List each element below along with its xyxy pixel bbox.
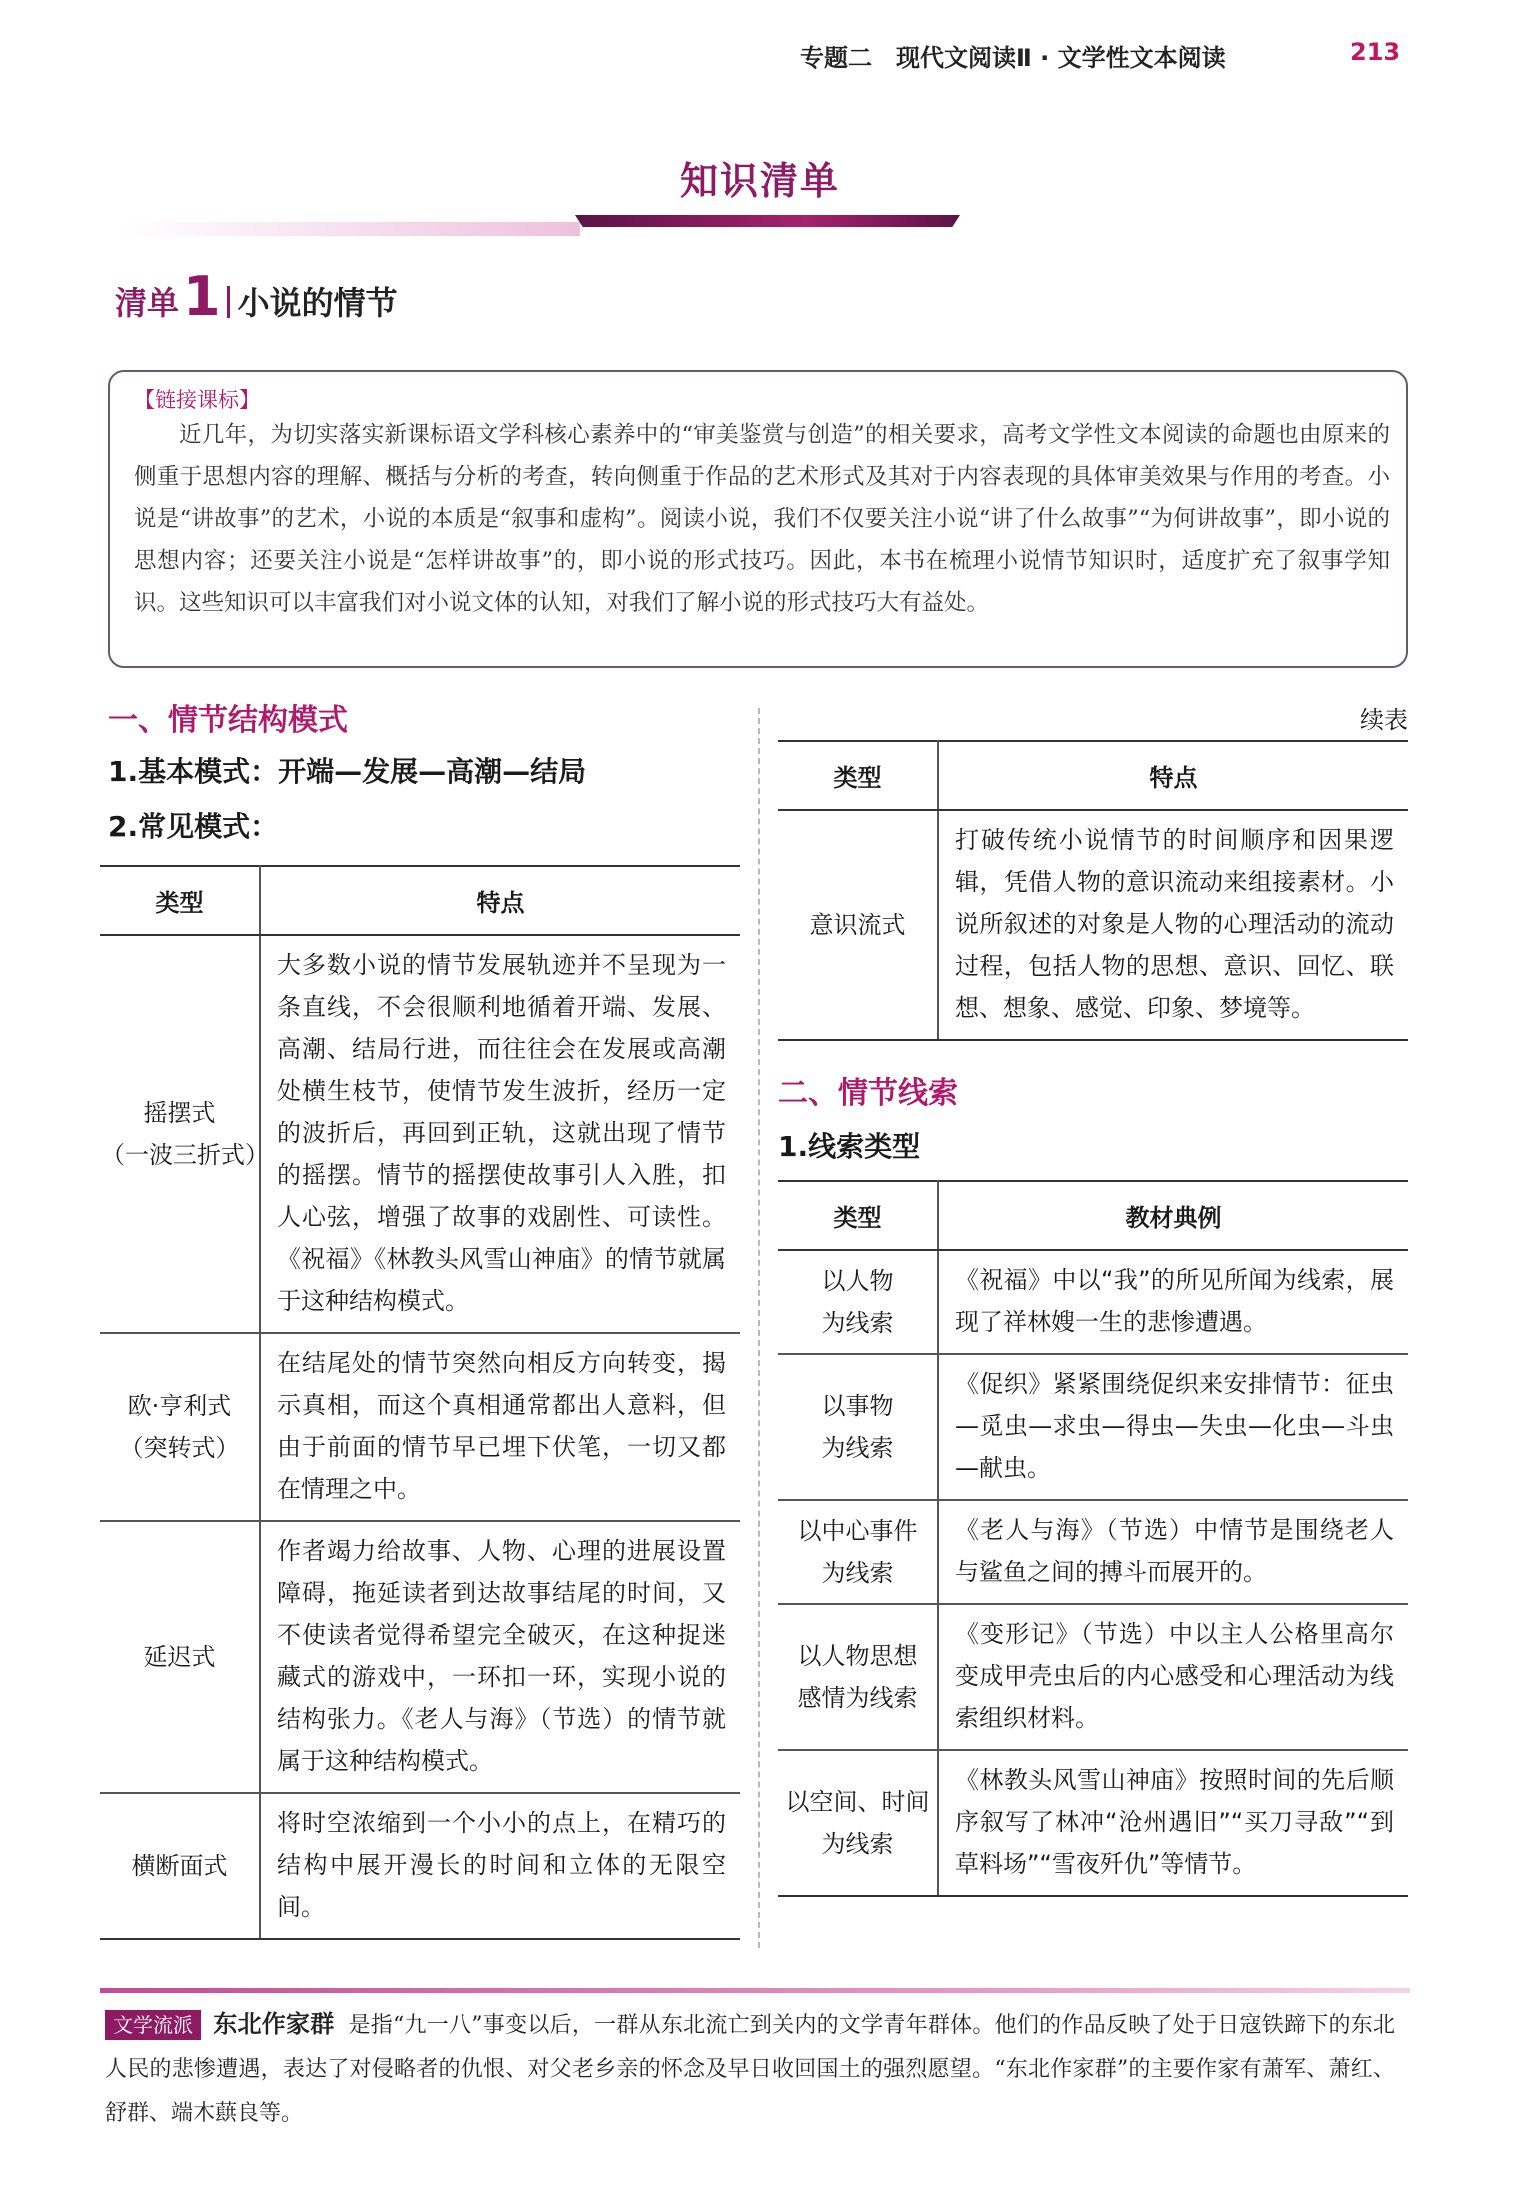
page-title: 知识清单: [679, 159, 840, 203]
table-row: [778, 810, 1408, 1040]
row-type: 延迟式: [100, 1521, 260, 1793]
table-row: [778, 1500, 1408, 1604]
table-row: [778, 1604, 1408, 1750]
row-feature: 将时空浓缩到一个小小的点上，在精巧的结构中展开漫长的时间和立体的无限空间。: [260, 1793, 740, 1939]
section-heading-clues: 二、情节线索: [778, 1076, 958, 1111]
literary-school-badge: 文学流派: [105, 2010, 201, 2040]
list-heading: [115, 265, 398, 328]
clue-type-table: [778, 1180, 1408, 1897]
row-feature: 作者竭力给故事、人物、心理的进展设置障碍，拖延读者到达故事结尾的时间，又不使读者觉得希望完全破灭，在这种捉迷藏式的游戏中，一环扣一环，实现小说的结构张力。《老人与海》（节选）的情节就属于这种结构模式。: [260, 1521, 740, 1793]
literary-school-text: 是指“九一八”事变以后，一群从东北流亡到关内的文学青年群体。他们的作品反映了处于日寇铁蹄下的东北人民的悲惨遭遇，表达了对侵略者的仇恨、对父老乡亲的怀念及早日收回国土的强烈愿望。“东北作家群”的主要作家有萧军、萧红、舒群、端木蕻良等。: [105, 2013, 1396, 2126]
list-separator: [227, 286, 230, 318]
row-example: 《变形记》（节选）中以主人公格里高尔变成甲壳虫后的内心感受和心理活动为线索组织材料。: [938, 1604, 1408, 1750]
table-header-example: 教材典例: [938, 1181, 1408, 1250]
continued-table: [778, 740, 1408, 1041]
table-row: [778, 1354, 1408, 1500]
running-header: 专题二 现代文阅读Ⅱ · 文学性文本阅读: [800, 44, 1226, 72]
table-row: [100, 935, 740, 1333]
list-label: 清单: [115, 284, 180, 322]
row-type: 摇摆式 （一波三折式）: [100, 935, 260, 1333]
table-header-feature: 特点: [260, 866, 740, 935]
curriculum-link-box: [108, 370, 1408, 668]
literary-school-term: 东北作家群: [213, 2010, 335, 2038]
literary-school-note: [105, 2002, 1395, 2136]
common-mode-line: 2.常见模式：: [108, 810, 279, 843]
row-feature: 大多数小说的情节发展轨迹并不呈现为一条直线，不会很顺利地循着开端、发展、高潮、结局行进，而往往会在发展或高潮处横生枝节，使情节发生波折，经历一定的波折后，再回到正轨，这就出现了情节的摇摆。情节的摇摆使故事引人入胜，扣人心弦，增强了故事的戏剧性、可读性。《祝福》《林教头风雪山神庙》的情节就属于这种结构模式。: [260, 935, 740, 1333]
section-heading-structure: 一、情节结构模式: [108, 703, 348, 738]
table-row: [778, 1750, 1408, 1896]
title-underline-bar: [575, 215, 960, 227]
structure-mode-table: [100, 865, 740, 1940]
table-row: [100, 1521, 740, 1793]
table-header-feature: 特点: [938, 741, 1408, 810]
table-header-type: 类型: [100, 866, 260, 935]
row-example: 《老人与海》（节选）中情节是围绕老人与鲨鱼之间的搏斗而展开的。: [938, 1500, 1408, 1604]
curriculum-link-tag: 【链接课标】: [134, 388, 260, 412]
row-example: 《林教头风雪山神庙》按照时间的先后顺序叙写了林冲“沧州遇旧”“买刀寻敌”“到草料场”“雪夜歼仇”等情节。: [938, 1750, 1408, 1896]
table-header-type: 类型: [778, 1181, 938, 1250]
clue-types-heading: 1.线索类型: [778, 1130, 921, 1163]
row-type: 横断面式: [100, 1793, 260, 1939]
row-type: 以事物 为线索: [778, 1354, 938, 1500]
title-decoration-fade: [120, 222, 580, 236]
row-type: 以人物思想 感情为线索: [778, 1604, 938, 1750]
row-type: 以中心事件 为线索: [778, 1500, 938, 1604]
row-type: 欧·亨利式 （突转式）: [100, 1333, 260, 1521]
basic-mode-line: 1.基本模式：开端—发展—高潮—结局: [108, 755, 587, 788]
row-example: 《促织》紧紧围绕促织来安排情节：征虫—觅虫—求虫—得虫—失虫—化虫—斗虫—献虫。: [938, 1354, 1408, 1500]
row-type: 意识流式: [778, 810, 938, 1040]
continued-label: 续表: [1360, 706, 1408, 734]
row-type: 以人物 为线索: [778, 1250, 938, 1354]
row-feature: 打破传统小说情节的时间顺序和因果逻辑，凭借人物的意识流动来组接素材。小说所叙述的对象是人物的心理活动的流动过程，包括人物的思想、意识、回忆、联想、想象、感觉、印象、梦境等。: [938, 810, 1408, 1040]
table-row: [778, 1250, 1408, 1354]
list-topic: 小说的情节: [237, 284, 398, 322]
curriculum-link-text: 近几年，为切实落实新课标语文学科核心素养中的“审美鉴赏与创造”的相关要求，高考文学性文本阅读的命题也由原来的侧重于思想内容的理解、概括与分析的考查，转向侧重于作品的艺术形式及其对于内容表现的具体审美效果与作用的考查。小说是“讲故事”的艺术，小说的本质是“叙事和虚构”。阅读小说，我们不仅要关注小说“讲了什么故事”“为何讲故事”，即小说的思想内容；还要关注小说是“怎样讲故事”的，即小说的形式技巧。因此，本书在梳理小说情节知识时，适度扩充了叙事学知识。这些知识可以丰富我们对小说文体的认知，对我们了解小说的形式技巧大有益处。: [134, 422, 1390, 616]
column-divider: [758, 708, 760, 1948]
footer-divider: [100, 1988, 1410, 1993]
table-row: [100, 1333, 740, 1521]
table-row: [100, 1793, 740, 1939]
row-example: 《祝福》中以“我”的所见所闻为线索，展现了祥林嫂一生的悲惨遭遇。: [938, 1250, 1408, 1354]
row-feature: 在结尾处的情节突然向相反方向转变，揭示真相，而这个真相通常都出人意料，但由于前面的情节早已埋下伏笔，一切又都在情理之中。: [260, 1333, 740, 1521]
row-type: 以空间、时间 为线索: [778, 1750, 938, 1896]
page-number: 213: [1350, 38, 1401, 66]
table-header-type: 类型: [778, 741, 938, 810]
list-number: 1: [183, 265, 221, 328]
